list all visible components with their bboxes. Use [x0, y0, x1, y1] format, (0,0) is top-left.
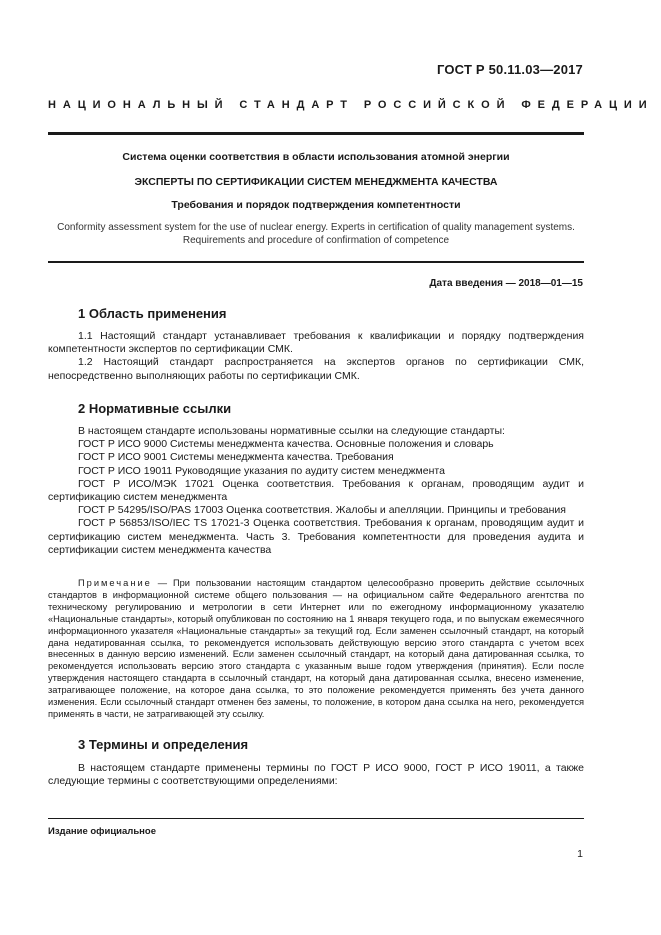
- section-1-heading: 1 Область применения: [78, 306, 227, 321]
- header-rule: [48, 132, 584, 135]
- paragraph-1-2: 1.2 Настоящий стандарт распространяется на экспертов органов по сертификации СМК, непосредственно выполняющих работы по сертификации СМК.: [48, 356, 584, 382]
- note-text: — При пользовании настоящим стандартом целесообразно проверить действие ссылочных стандартов в информационной системе общего пользования — на официальном сайте Федерального агентства по техническому регулированию и метрологии в сети Интернет или по ежегодному информационному указателю «Национальные стандарты», который опубликован по состоянию на 1 января текущего года, и по выпускам ежемесячного информационного указателя «Национальные стандарты» за текущий год. Если заменен ссылочный стандарт, на который дана недатированная ссылка, то рекомендуется использовать действующую версию этого стандарта с учетом всех внесенных в данную версию изменений. Если заменен ссылочный стандарт, на который дана датированная ссылка, то рекомендуется использовать версию этого стандарта с указанным выше годом утверждения (принятия). Если после утверждения настоящего стандарта в ссылочный стандарт, на который дана датированная ссылка, внесено изменение, затрагивающее положение, на которое дана ссылка, то это положение рекомендуется применять без учета данного изменения. Если ссылочный стандарт отменен без замены, то положение, в котором дана ссылка на него, рекомендуется применять в части, не затрагивающей эту ссылку.: [48, 578, 584, 719]
- reference-item: ГОСТ Р ИСО 9000 Системы менеджмента качества. Основные положения и словарь: [78, 438, 494, 451]
- references-intro: В настоящем стандарте использованы нормативные ссылки на следующие стандарты:: [78, 425, 505, 437]
- reference-item: ГОСТ Р ИСО 19011 Руководящие указания по аудиту систем менеджмента: [78, 464, 445, 477]
- reference-item: ГОСТ Р ИСО/МЭК 17021 Оценка соответствия. Требования к органам, проводящим аудит и сертификацию систем менеджмента: [48, 477, 584, 504]
- english-title: [48, 221, 584, 247]
- paragraph-3-intro: В настоящем стандарте применены термины по ГОСТ Р ИСО 9000, ГОСТ Р ИСО 19011, а также следующие термины с соответствующими определениями:: [48, 762, 584, 788]
- section-2-body: [48, 425, 584, 557]
- national-standard-banner: НАЦИОНАЛЬНЫЙ СТАНДАРТ РОССИЙСКОЙ ФЕДЕРАЦИИ: [48, 99, 654, 111]
- document-subtitle: Требования и порядок подтверждения компетентности: [171, 199, 461, 211]
- section-1-body: [48, 330, 584, 383]
- reference-item: ГОСТ Р 56853/ISO/IEC TS 17021-3 Оценка соответствия. Требования к органам, проводящим аудит и сертификацию систем менеджмента. Часть 3. Требования компетентности для проведения аудита и сертификации систем менеджмента качества: [48, 517, 584, 556]
- page-number: 1: [577, 848, 583, 860]
- section-3-body: [48, 762, 584, 788]
- english-title-line-2: Requirements and procedure of confirmation of competence: [182, 235, 450, 246]
- note-block: [48, 578, 584, 721]
- footer-rule: [48, 818, 584, 819]
- document-title: ЭКСПЕРТЫ ПО СЕРТИФИКАЦИИ СИСТЕМ МЕНЕДЖМЕНТА КАЧЕСТВА: [134, 176, 498, 188]
- system-title: Система оценки соответствия в области использования атомной энергии: [122, 151, 510, 163]
- note-label: Примечание: [78, 578, 152, 588]
- standard-number: ГОСТ Р 50.11.03—2017: [436, 62, 583, 77]
- section-2-heading: 2 Нормативные ссылки: [78, 401, 232, 416]
- section-3-heading: 3 Термины и определения: [78, 737, 249, 752]
- introduction-date: Дата введения — 2018—01—15: [429, 278, 583, 289]
- paragraph-1-1: 1.1 Настоящий стандарт устанавливает требования к квалификации и порядку подтверждения компетентности экспертов по сертификации СМК.: [48, 330, 584, 356]
- title-rule: [48, 261, 584, 263]
- english-title-line-1: Conformity assessment system for the use of nuclear energy. Experts in certification of quality management systems.: [57, 222, 575, 233]
- edition-label: Издание официальное: [48, 826, 156, 837]
- reference-item: ГОСТ Р 54295/ISO/PAS 17003 Оценка соответствия. Жалобы и апелляции. Принципы и требования: [78, 504, 566, 517]
- reference-item: ГОСТ Р ИСО 9001 Системы менеджмента качества. Требования: [78, 451, 394, 464]
